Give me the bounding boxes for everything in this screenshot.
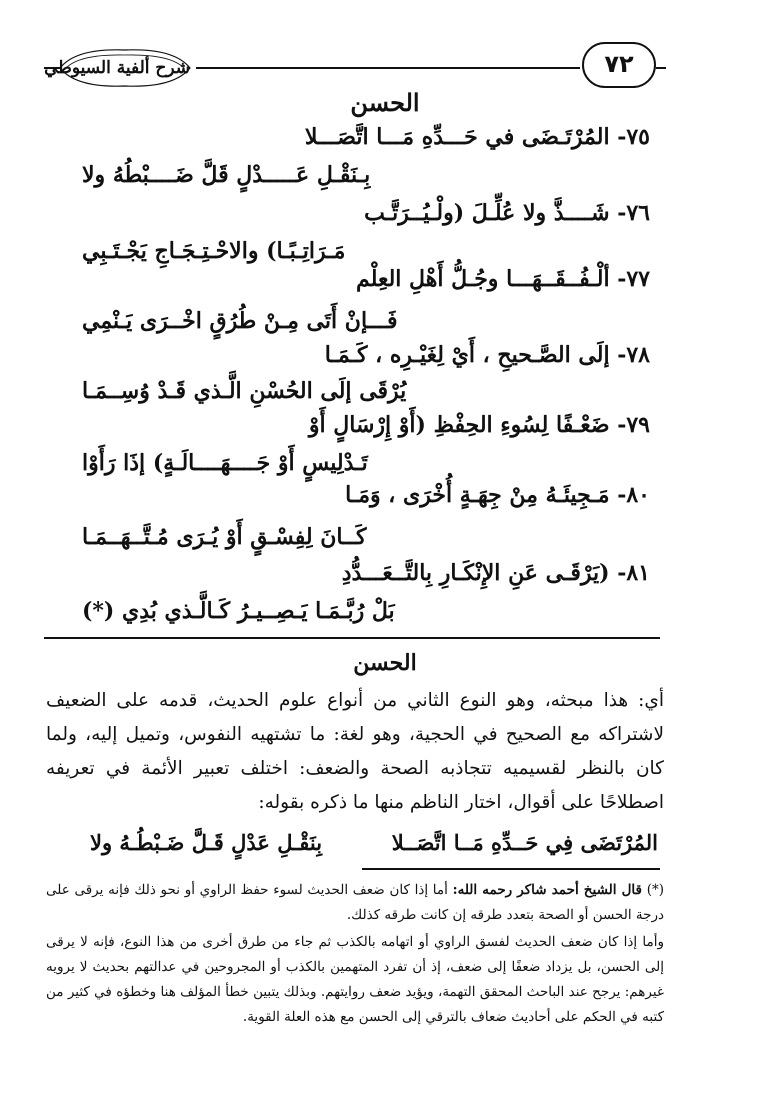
footnote-text-2: وأما إذا كان ضعف الحديث لفسق الراوي أو اتهامه بالكذب ثم جاء من طرق أخرى من هذا النوع، فإنه لا يرقى إلى الحسن، بل يزداد ضعفًا إلى ضعف، إذ أن تفرد المتهمين بالكذب أو المجروحين في عدالتهم بحديث لا يرويه غيرهم: يرجح عند الباحث المحقق التهمة، ويؤيد ضعف روايتهم. وبذلك يتبين خطأ المؤلف هنا وخطؤه في كثير من كتبه في الحكم على أحاديث ضعاف بالترقي إلى الحسن مع هذه العلة القوية. bbox=[46, 934, 664, 1025]
verse-line: ٨١- (يَرْقَـى عَنِ الإِنْكَـارِ بِالتَّــعَـــدُّدِ bbox=[341, 560, 650, 586]
verse-line: بِـنَقْـلِ عَـــــدْلٍ قَلَّ ضَــــبْطُهُ ولا bbox=[82, 162, 371, 188]
verse-line: ٧٧- ألْـفُــقَــهَـــا وجُـلُّ أَهْلِ العِلْم bbox=[356, 266, 650, 292]
verse-line: كَــانَ لِفِسْـقٍ أَوْ يُـرَى مُـتَّــهَــمَـا bbox=[82, 524, 367, 550]
verse-section-title: الحسن bbox=[350, 88, 420, 117]
commentary-title: الحسن bbox=[353, 650, 417, 676]
header-rule-right bbox=[656, 67, 666, 69]
header-rule-middle bbox=[196, 67, 580, 69]
verse-line: بَلْ رُبَّـمَـا يَـصِــيـرُ كَـالَّـذي بُدِي (*) bbox=[82, 598, 395, 624]
verse-line: ٧٩- ضَعْـفًا لِسُوءِ الحِفْظِ (أَوْ إِرْسَالٍ أَوْ bbox=[308, 412, 650, 438]
verse-line: تَـدْلِيسٍ أَوْ جَــــهَــــالَـةٍ) إذَا رَأَوْا bbox=[82, 450, 368, 476]
footnote-rule bbox=[362, 868, 660, 870]
commentary-paragraph: أي: هذا مبحثه، وهو النوع الثاني من أنواع علوم الحديث، قدمه على الضعيف لاشتراكه مع الصحيح في الحجية، وهو لغة: ما تشتهيه النفوس، وتميل إليه، ولما كان بالنظر لقسيميه تتجاذبه الصحة والضعف: اختلف تعبير الأئمة في تعريفه اصطلاحًا على أقوال، اختار الناظم منها ما ذكره بقوله: bbox=[46, 690, 664, 813]
section-divider bbox=[44, 637, 660, 639]
book-title: شرح ألفية السيوطي bbox=[44, 58, 190, 78]
verse-line: ٧٥- المُرْتَـضَى في حَـــدِّهِ مَـــا اتَّصَـــلا bbox=[304, 124, 650, 150]
verse-line: مَـرَاتِـبًـا) والاحْـتِـجَـاجِ يَجْـتَـبِي bbox=[82, 238, 346, 264]
quoted-verse-right: المُرْتَضَى فِي حَــدِّهِ مَــا اتَّصَــلا bbox=[391, 830, 658, 855]
verse-line: ٧٦- شَــــذَّ ولا عُلِّـلَ (ولْـيُــرَتَّـب bbox=[364, 200, 650, 226]
footnote-first bbox=[46, 878, 664, 928]
footnote-attribution: قال الشيخ أحمد شاكر رحمه الله: bbox=[452, 882, 642, 898]
verse-line: فَـــإنْ أَتَى مِـنْ طُرُقٍ اخْــرَى يَـنْمِي bbox=[82, 308, 398, 334]
quoted-verse-left: بِنَقْـلِ عَدْلٍ قَـلَّ ضَـبْطُـهُ ولا bbox=[90, 830, 323, 855]
verse-line: ٨٠- مَـجِيئَـهُ مِنْ جِهَـةٍ أُخْرَى ، وَمَـا bbox=[345, 482, 650, 508]
page-number: ٧٢ bbox=[582, 42, 656, 88]
footnote-marker: (*) bbox=[646, 882, 664, 898]
footnote-text-1: أما إذا كان ضعف الحديث لسوء حفظ الراوي أو نحو ذلك فإنه يرقى على درجة الحسن أو الصحة بتعدد طرقه إن كانت طرقه كذلك. bbox=[46, 882, 664, 923]
verse-line: ٧٨- إلَى الصَّـحيحِ ، أَيْ لِغَيْـرِه ، كَـمَـا bbox=[324, 342, 650, 368]
verse-line: يُرْقَى إلَى الحُسْنِ الَّـذي قَـدْ وُسِــمَـا bbox=[82, 378, 407, 404]
